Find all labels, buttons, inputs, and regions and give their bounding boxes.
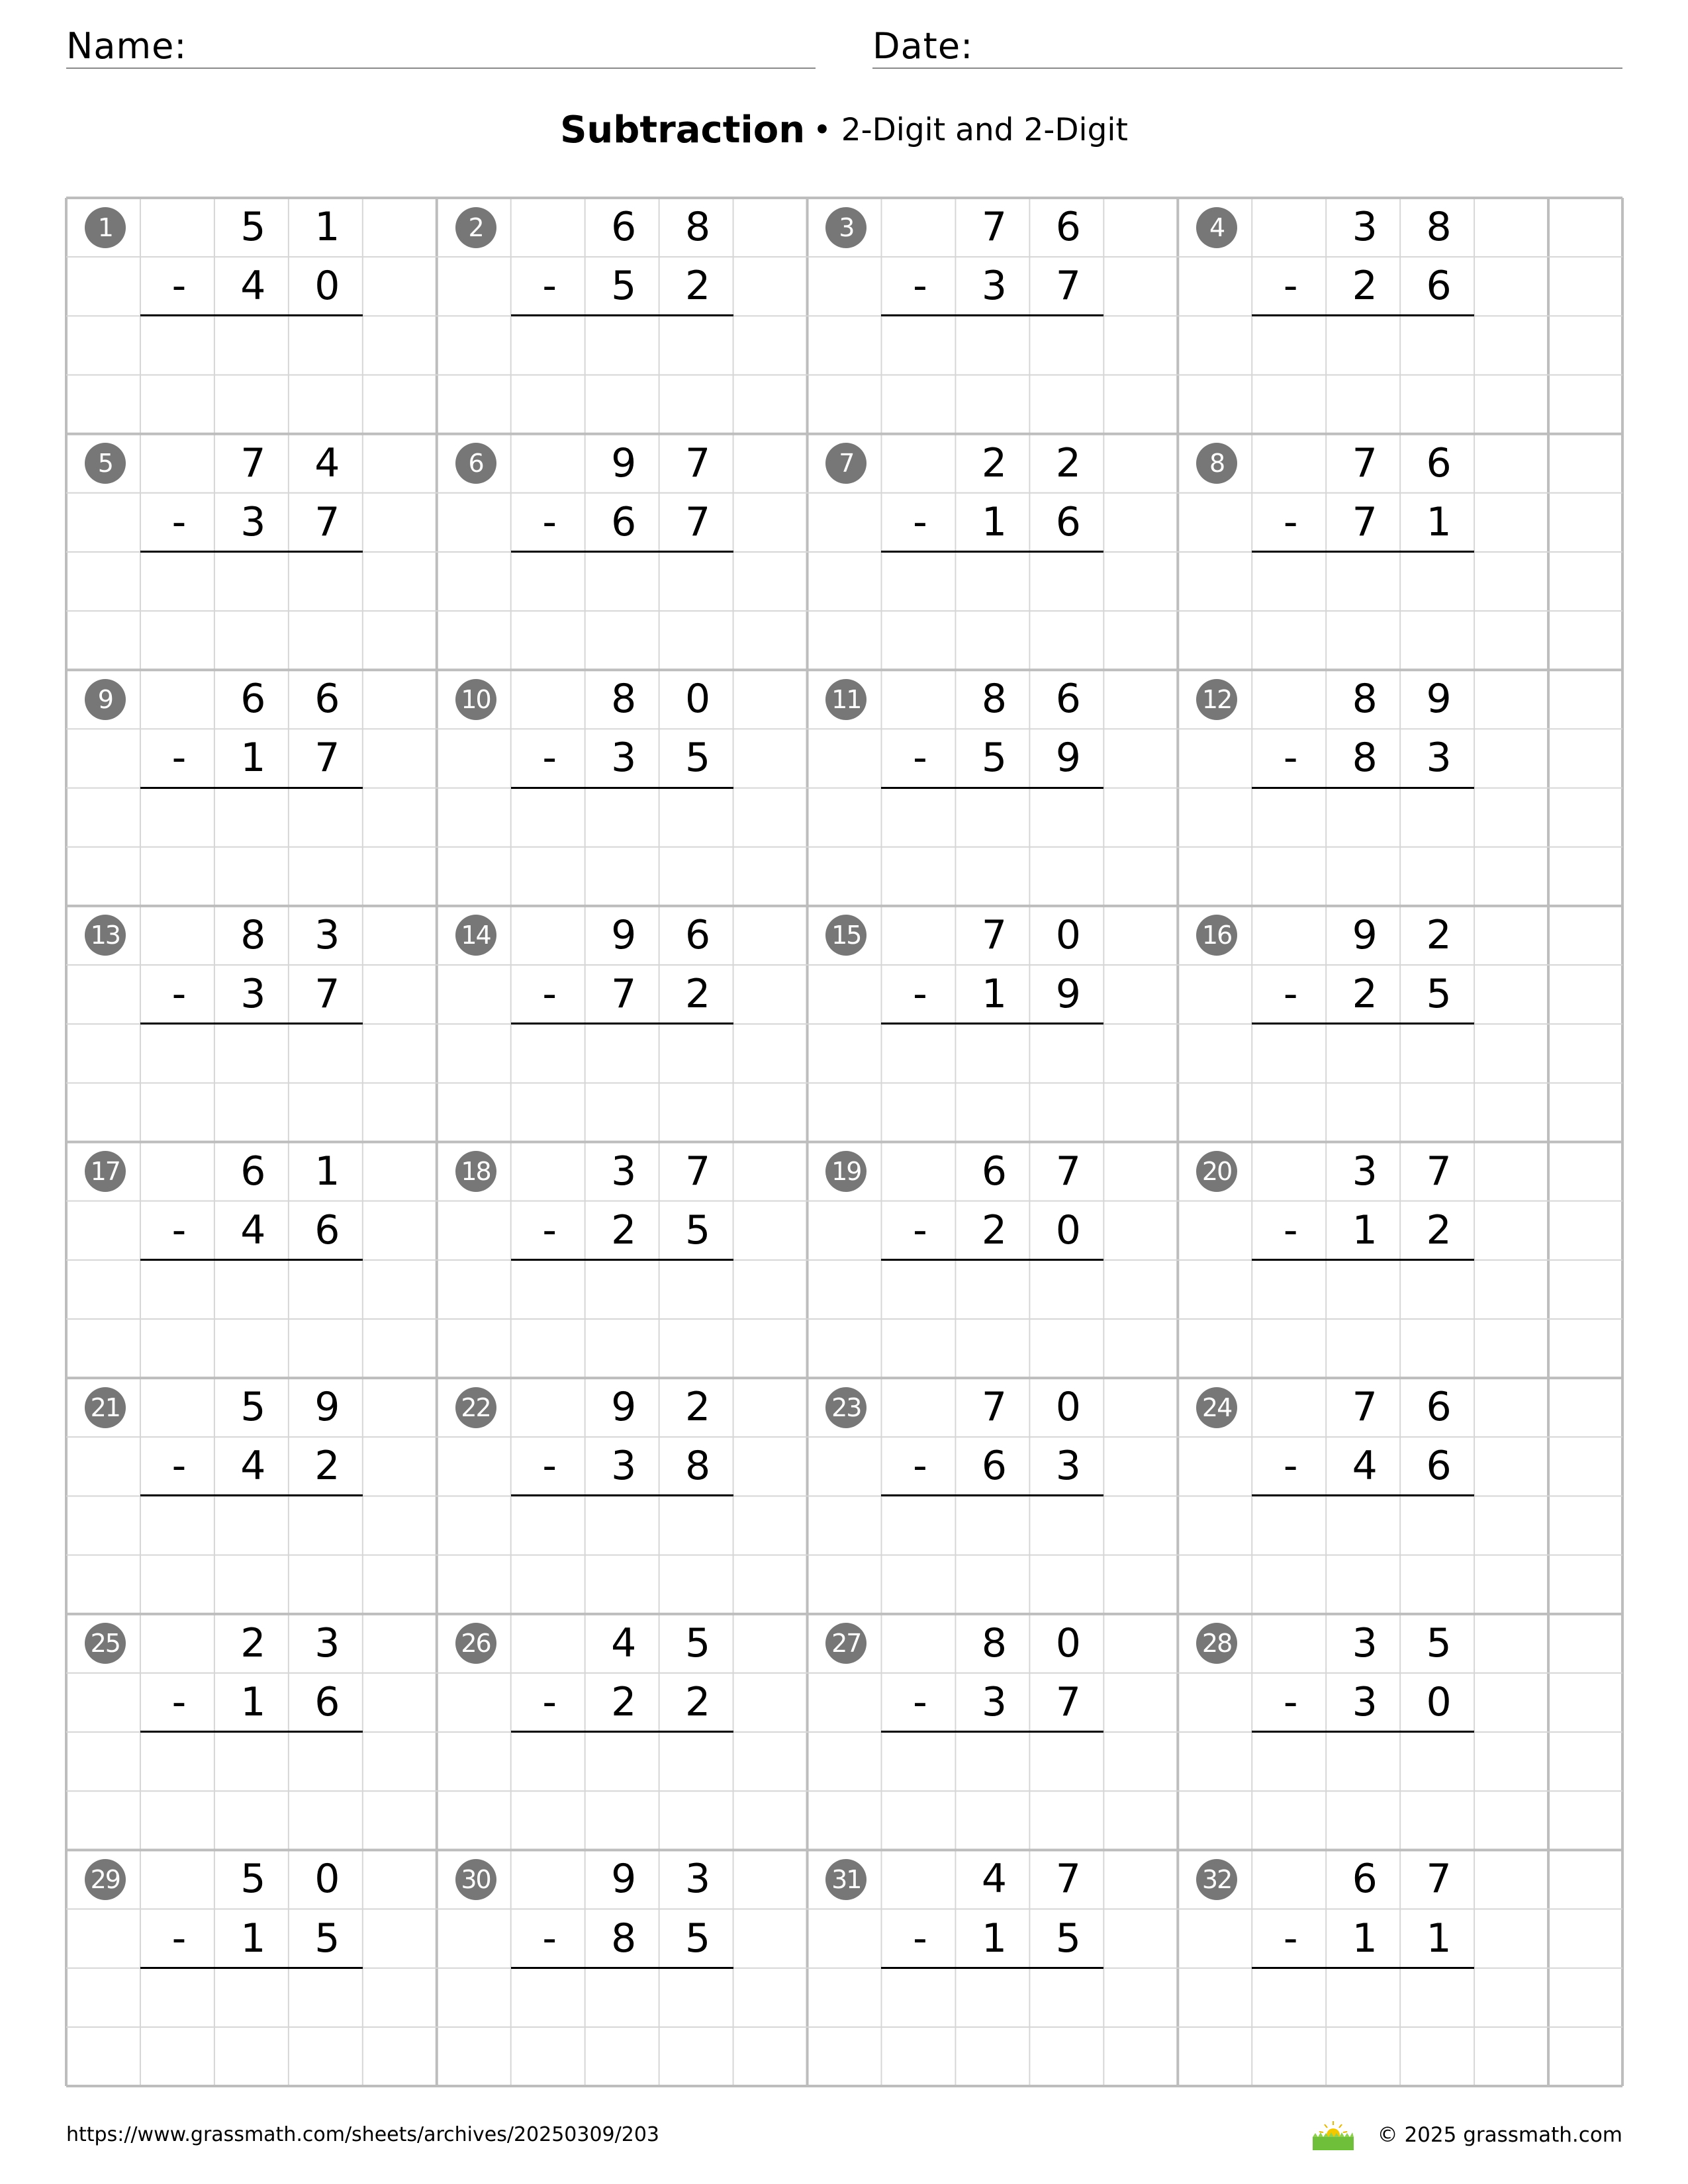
subtrahend-digit: 3 (1055, 1443, 1081, 1490)
name-line (66, 68, 816, 69)
subtrahend-digit: 3 (981, 1678, 1008, 1725)
answer-line (511, 1259, 733, 1261)
subtrahend-digit: 2 (611, 1678, 637, 1725)
subtrahend-digit: 8 (1352, 735, 1378, 782)
minuend-digit: 2 (240, 1619, 266, 1666)
minuend-digit: 6 (1055, 204, 1081, 250)
minuend-digit: 6 (314, 676, 340, 723)
answer-line (1252, 1023, 1474, 1024)
footer-url: https://www.grassmath.com/sheets/archives/20250309/203 (66, 2123, 660, 2146)
name-field[interactable] (66, 24, 816, 69)
minuend-digit: 2 (1055, 439, 1081, 486)
subtrahend-digit: 3 (611, 735, 637, 782)
minuend-digit: 3 (1352, 1619, 1378, 1666)
subtrahend-digit: 1 (1426, 498, 1452, 545)
minus-sign: - (1283, 1678, 1298, 1725)
minuend-digit: 6 (611, 204, 637, 250)
subtrahend-digit: 9 (1055, 735, 1081, 782)
minus-sign: - (542, 1678, 557, 1725)
problem-number-badge: 8 (1196, 443, 1237, 484)
minuend-digit: 0 (1055, 1619, 1081, 1666)
minuend-digit: 7 (685, 1148, 711, 1195)
minus-sign: - (171, 1678, 187, 1725)
subtrahend-digit: 6 (1426, 263, 1452, 310)
answer-line (140, 1731, 363, 1733)
problem-number-badge: 17 (85, 1151, 126, 1192)
minuend-digit: 6 (1055, 676, 1081, 723)
minus-sign: - (542, 498, 557, 545)
problem-number-badge: 10 (455, 679, 496, 720)
subtrahend-digit: 3 (240, 498, 266, 545)
subtrahend-digit: 3 (611, 1443, 637, 1490)
minuend-digit: 9 (314, 1384, 340, 1431)
minuend-digit: 0 (685, 676, 711, 723)
subtrahend-digit: 7 (314, 498, 340, 545)
minus-sign: - (1283, 1443, 1298, 1490)
subtrahend-digit: 7 (685, 498, 711, 545)
minus-sign: - (913, 1443, 927, 1490)
problem-number-badge: 23 (825, 1387, 867, 1428)
minuend-digit: 3 (314, 1619, 340, 1666)
subtrahend-digit: 7 (314, 971, 340, 1018)
subtrahend-digit: 4 (240, 1206, 266, 1253)
answer-line (140, 551, 363, 553)
answer-line (1252, 1731, 1474, 1733)
problem-number-badge: 32 (1196, 1859, 1237, 1900)
minuend-digit: 2 (981, 439, 1008, 486)
footer-branding (1310, 2116, 1622, 2154)
subtrahend-digit: 2 (1426, 1206, 1452, 1253)
problem-number-badge: 16 (1196, 915, 1237, 956)
minuend-digit: 2 (1426, 911, 1452, 958)
subtrahend-digit: 4 (240, 1443, 266, 1490)
problem-number-badge: 24 (1196, 1387, 1237, 1428)
subtrahend-digit: 0 (314, 263, 340, 310)
answer-line (140, 1023, 363, 1024)
minuend-digit: 3 (1352, 1148, 1378, 1195)
problem-number-badge: 22 (455, 1387, 496, 1428)
subtrahend-digit: 8 (685, 1443, 711, 1490)
subtrahend-digit: 0 (1055, 1206, 1081, 1253)
answer-line (511, 1023, 733, 1024)
minuend-digit: 5 (240, 204, 266, 250)
minuend-digit: 6 (240, 676, 266, 723)
minus-sign: - (171, 1915, 187, 1962)
subtrahend-digit: 1 (981, 498, 1008, 545)
subtrahend-digit: 3 (240, 971, 266, 1018)
minuend-digit: 9 (611, 439, 637, 486)
subtrahend-digit: 2 (314, 1443, 340, 1490)
minuend-digit: 3 (1352, 204, 1378, 250)
grass-sun-logo-icon (1310, 2118, 1356, 2152)
problem-number-badge: 7 (825, 443, 867, 484)
answer-line (1252, 551, 1474, 553)
subtrahend-digit: 2 (1352, 263, 1378, 310)
minus-sign: - (1283, 263, 1298, 310)
answer-line (511, 1967, 733, 1969)
subtrahend-digit: 5 (685, 1206, 711, 1253)
minuend-digit: 8 (685, 204, 711, 250)
problem-number-badge: 20 (1196, 1151, 1237, 1192)
answer-line (881, 1967, 1103, 1969)
answer-line (511, 1494, 733, 1496)
minuend-digit: 3 (685, 1856, 711, 1903)
problem-number-badge: 4 (1196, 207, 1237, 248)
answer-line (881, 1731, 1103, 1733)
answer-line (881, 314, 1103, 316)
subtrahend-digit: 6 (981, 1443, 1008, 1490)
minuend-digit: 7 (981, 911, 1008, 958)
minuend-digit: 4 (981, 1856, 1008, 1903)
minuend-digit: 7 (240, 439, 266, 486)
minus-sign: - (171, 735, 187, 782)
minuend-digit: 7 (685, 439, 711, 486)
problem-number-badge: 3 (825, 207, 867, 248)
minuend-digit: 8 (1426, 204, 1452, 250)
subtrahend-digit: 5 (685, 1915, 711, 1962)
answer-line (881, 551, 1103, 553)
minuend-digit: 8 (240, 911, 266, 958)
date-label: Date: (872, 25, 974, 67)
minuend-digit: 7 (981, 204, 1008, 250)
minuend-digit: 5 (685, 1619, 711, 1666)
minuend-digit: 7 (1352, 1384, 1378, 1431)
answer-line (1252, 1967, 1474, 1969)
minuend-digit: 5 (240, 1384, 266, 1431)
subtrahend-digit: 5 (1426, 971, 1452, 1018)
footer-copyright: © 2025 grassmath.com (1377, 2123, 1622, 2147)
answer-line (140, 314, 363, 316)
minuend-digit: 0 (1055, 911, 1081, 958)
problem-number-badge: 31 (825, 1859, 867, 1900)
minuend-digit: 5 (1426, 1619, 1452, 1666)
title-main: Subtraction (560, 109, 806, 152)
minuend-digit: 4 (314, 439, 340, 486)
minuend-digit: 9 (1352, 911, 1378, 958)
subtrahend-digit: 7 (611, 971, 637, 1018)
minus-sign: - (913, 735, 927, 782)
minus-sign: - (171, 263, 187, 310)
minus-sign: - (542, 735, 557, 782)
problem-number-badge: 18 (455, 1151, 496, 1192)
minus-sign: - (171, 1443, 187, 1490)
problem-number-badge: 15 (825, 915, 867, 956)
problem-number-badge: 21 (85, 1387, 126, 1428)
subtrahend-digit: 1 (981, 971, 1008, 1018)
subtrahend-digit: 5 (981, 735, 1008, 782)
minuend-digit: 6 (1426, 439, 1452, 486)
minuend-digit: 7 (1426, 1148, 1452, 1195)
minus-sign: - (171, 1206, 187, 1253)
answer-line (1252, 787, 1474, 789)
minuend-digit: 7 (1426, 1856, 1452, 1903)
problem-number-badge: 6 (455, 443, 496, 484)
minuend-digit: 6 (1352, 1856, 1378, 1903)
answer-line (140, 1259, 363, 1261)
subtrahend-digit: 6 (314, 1678, 340, 1725)
minuend-digit: 4 (611, 1619, 637, 1666)
subtrahend-digit: 5 (1055, 1915, 1081, 1962)
problem-number-badge: 11 (825, 679, 867, 720)
answer-line (140, 1967, 363, 1969)
subtrahend-digit: 4 (1352, 1443, 1378, 1490)
problem-number-badge: 1 (85, 207, 126, 248)
minuend-digit: 6 (685, 911, 711, 958)
minuend-digit: 6 (1426, 1384, 1452, 1431)
minuend-digit: 7 (981, 1384, 1008, 1431)
minuend-digit: 9 (611, 1384, 637, 1431)
problem-number-badge: 9 (85, 679, 126, 720)
answer-line (1252, 314, 1474, 316)
minuend-digit: 7 (1055, 1856, 1081, 1903)
subtrahend-digit: 1 (1352, 1915, 1378, 1962)
subtrahend-digit: 1 (240, 735, 266, 782)
minus-sign: - (542, 971, 557, 1018)
subtrahend-digit: 6 (1055, 498, 1081, 545)
minuend-digit: 8 (611, 676, 637, 723)
answer-line (140, 1494, 363, 1496)
subtrahend-digit: 1 (240, 1678, 266, 1725)
minus-sign: - (913, 498, 927, 545)
subtrahend-digit: 4 (240, 263, 266, 310)
minuend-digit: 0 (1055, 1384, 1081, 1431)
subtrahend-digit: 6 (611, 498, 637, 545)
minuend-digit: 3 (314, 911, 340, 958)
subtrahend-digit: 2 (685, 263, 711, 310)
answer-line (511, 1731, 733, 1733)
minuend-digit: 9 (611, 1856, 637, 1903)
subtrahend-digit: 7 (1055, 1678, 1081, 1725)
minus-sign: - (913, 1915, 927, 1962)
answer-line (511, 787, 733, 789)
minus-sign: - (1283, 498, 1298, 545)
minuend-digit: 3 (611, 1148, 637, 1195)
answer-line (511, 314, 733, 316)
answer-line (881, 787, 1103, 789)
answer-line (1252, 1259, 1474, 1261)
problem-number-badge: 28 (1196, 1623, 1237, 1664)
minuend-digit: 2 (685, 1384, 711, 1431)
date-line (872, 68, 1622, 69)
minus-sign: - (1283, 735, 1298, 782)
minus-sign: - (1283, 1206, 1298, 1253)
subtrahend-digit: 2 (685, 1678, 711, 1725)
minus-sign: - (542, 263, 557, 310)
answer-line (881, 1023, 1103, 1024)
problem-number-badge: 5 (85, 443, 126, 484)
subtrahend-digit: 9 (1055, 971, 1081, 1018)
minuend-digit: 8 (981, 1619, 1008, 1666)
subtrahend-digit: 3 (1352, 1678, 1378, 1725)
title-subtitle: • 2-Digit and 2-Digit (813, 112, 1128, 148)
minus-sign: - (1283, 1915, 1298, 1962)
name-label: Name: (66, 25, 187, 67)
minus-sign: - (1283, 971, 1298, 1018)
subtrahend-digit: 5 (685, 735, 711, 782)
minus-sign: - (542, 1206, 557, 1253)
minuend-digit: 0 (314, 1856, 340, 1903)
problem-number-badge: 14 (455, 915, 496, 956)
subtrahend-digit: 2 (981, 1206, 1008, 1253)
answer-line (881, 1494, 1103, 1496)
minuend-digit: 5 (240, 1856, 266, 1903)
subtrahend-digit: 3 (1426, 735, 1452, 782)
worksheet-title (0, 107, 1688, 154)
subtrahend-digit: 2 (1352, 971, 1378, 1018)
subtrahend-digit: 6 (314, 1206, 340, 1253)
subtrahend-digit: 1 (981, 1915, 1008, 1962)
answer-line (881, 1259, 1103, 1261)
date-field[interactable] (872, 24, 1622, 69)
subtrahend-digit: 6 (1426, 1443, 1452, 1490)
problem-number-badge: 29 (85, 1859, 126, 1900)
minus-sign: - (913, 1206, 927, 1253)
subtrahend-digit: 1 (1426, 1915, 1452, 1962)
subtrahend-digit: 1 (240, 1915, 266, 1962)
problem-number-badge: 25 (85, 1623, 126, 1664)
minuend-digit: 1 (314, 1148, 340, 1195)
problem-number-badge: 30 (455, 1859, 496, 1900)
minus-sign: - (913, 971, 927, 1018)
subtrahend-digit: 8 (611, 1915, 637, 1962)
problem-number-badge: 19 (825, 1151, 867, 1192)
subtrahend-digit: 5 (314, 1915, 340, 1962)
minuend-digit: 8 (1352, 676, 1378, 723)
subtrahend-digit: 0 (1426, 1678, 1452, 1725)
problem-number-badge: 13 (85, 915, 126, 956)
subtrahend-digit: 7 (1055, 263, 1081, 310)
minuend-digit: 7 (1352, 439, 1378, 486)
answer-line (1252, 1494, 1474, 1496)
minuend-digit: 6 (981, 1148, 1008, 1195)
subtrahend-digit: 3 (981, 263, 1008, 310)
minuend-digit: 9 (1426, 676, 1452, 723)
minuend-digit: 6 (240, 1148, 266, 1195)
minus-sign: - (171, 498, 187, 545)
minus-sign: - (913, 1678, 927, 1725)
minus-sign: - (542, 1443, 557, 1490)
subtrahend-digit: 2 (611, 1206, 637, 1253)
minuend-digit: 1 (314, 204, 340, 250)
minuend-digit: 9 (611, 911, 637, 958)
problem-number-badge: 12 (1196, 679, 1237, 720)
subtrahend-digit: 2 (685, 971, 711, 1018)
problem-number-badge: 2 (455, 207, 496, 248)
minus-sign: - (542, 1915, 557, 1962)
subtrahend-digit: 7 (1352, 498, 1378, 545)
answer-line (511, 551, 733, 553)
minuend-digit: 7 (1055, 1148, 1081, 1195)
minus-sign: - (913, 263, 927, 310)
minus-sign: - (171, 971, 187, 1018)
minuend-digit: 8 (981, 676, 1008, 723)
problem-number-badge: 27 (825, 1623, 867, 1664)
problem-number-badge: 26 (455, 1623, 496, 1664)
subtrahend-digit: 1 (1352, 1206, 1378, 1253)
answer-line (140, 787, 363, 789)
subtrahend-digit: 7 (314, 735, 340, 782)
subtrahend-digit: 5 (611, 263, 637, 310)
